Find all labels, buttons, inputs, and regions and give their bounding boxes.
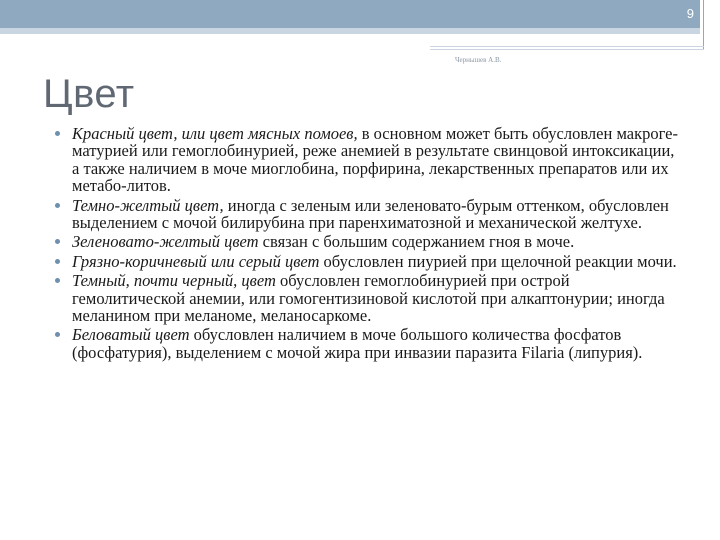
bullet-emphasis: Зеленовато-желтый цвет: [72, 232, 259, 252]
bullet-emphasis: Грязно-коричневый или серый цвет: [72, 251, 320, 271]
bullet-emphasis: Темно-желтый цвет,: [72, 195, 224, 215]
bullet-item: [52, 125, 684, 195]
bullet-dot-icon: [55, 203, 60, 208]
bullet-text: иногда с зеленым или зеленовато-бурым оттенком, обусловлен выделением с мочой билирубина при паренхиматозной и механической желтухе.: [72, 195, 669, 233]
header-divider-line: [430, 49, 704, 50]
author-caption: Чернышев А.В.: [455, 56, 502, 64]
bullet-text: связан с большим содержанием гноя в моче.: [258, 232, 575, 252]
bullet-emphasis: Темный, почти черный, цвет: [72, 271, 276, 291]
bullet-emphasis: Беловатый цвет: [72, 325, 190, 345]
bullet-dot-icon: [55, 131, 60, 136]
bullet-emphasis: Красный цвет, или цвет мясных помоев,: [72, 124, 358, 143]
bullet-item: [52, 272, 684, 324]
bullet-text: обусловлен наличием в моче большого количества фосфатов (фосфатурия), выделением с мочой жира при инвазии паразита Filaria (липурия).: [72, 325, 643, 362]
bullet-dot-icon: [55, 332, 60, 337]
bullet-text: обусловлен гемоглобинурией при острой гемолитической анемии, или гомогентизиновой кислотой при алкаптонурии; иногда меланином при меланоме, меланосаркоме.: [72, 271, 665, 326]
bullet-text: обусловлен пиурией при щелочной реакции мочи.: [319, 251, 677, 271]
bullet-dot-icon: [55, 278, 60, 283]
bullet-text: в основном может быть обусловлен макроге-матурией или гемоглобинурией, реже анемией в результате свинцовой интоксикации, а также наличием в моче миоглобина, порфирина, лекарственных препаратов или их метабо-литов.: [72, 124, 678, 196]
bullet-item: [52, 326, 684, 361]
header-bar: [0, 0, 700, 28]
page-number-box: [703, 0, 720, 34]
bullet-dot-icon: [55, 239, 60, 244]
bullet-dot-icon: [55, 259, 60, 264]
header-divider-line: [430, 46, 704, 47]
slide-title: Цвет: [43, 72, 135, 116]
bullet-item: [52, 253, 684, 270]
header-bar-accent: [0, 28, 700, 34]
bullet-list: [52, 125, 684, 363]
bullet-item: [52, 197, 684, 232]
bullet-item: [52, 233, 684, 250]
page-number: 9: [686, 6, 694, 21]
header-vertical-divider: [703, 34, 704, 50]
